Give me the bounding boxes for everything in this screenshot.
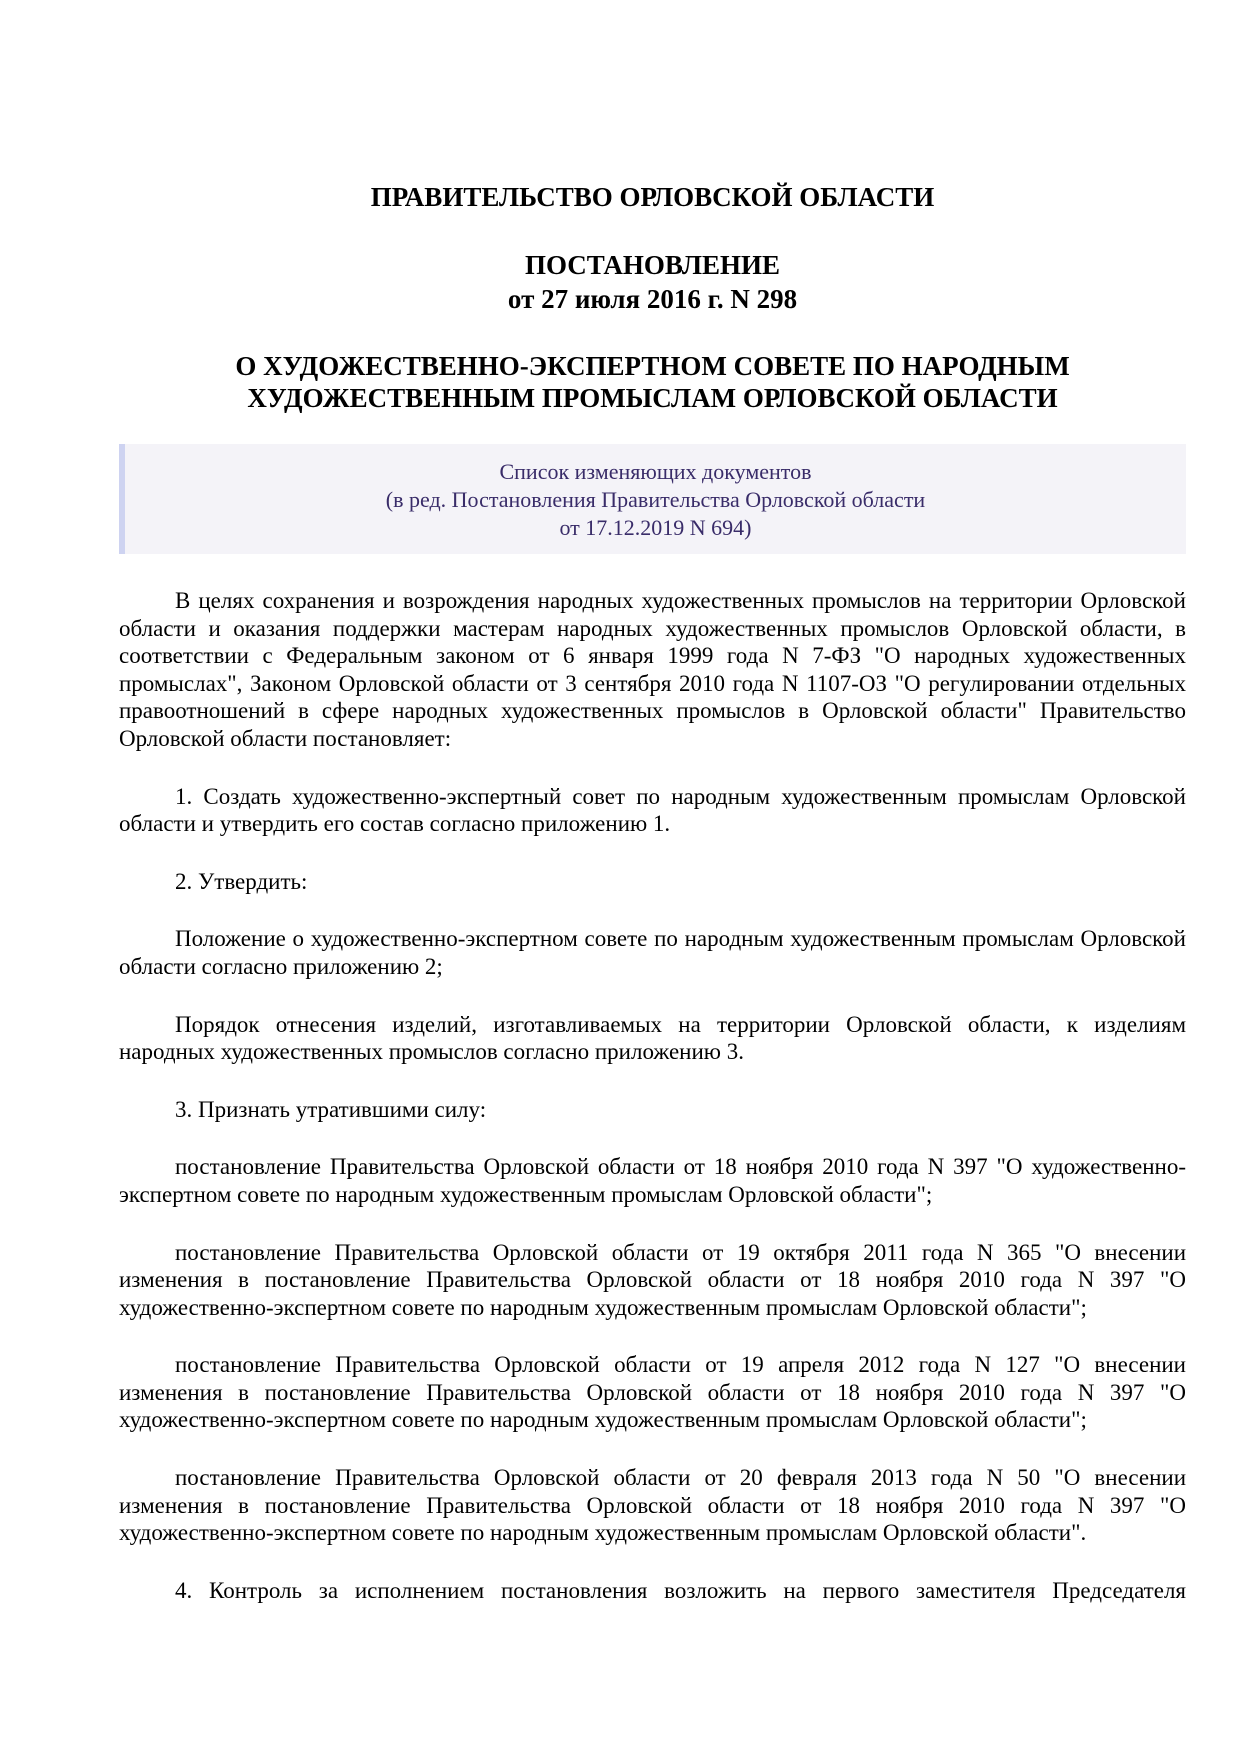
clause-1: 1. Создать художественно-экспертный совет по народным художественным промыслам Орловской области и утвердить его состав согласно приложению 1. — [119, 783, 1186, 837]
clause-3-item: постановление Правительства Орловской области от 20 февраля 2013 года N 50 "О внесении изменения в постановление Правительства Орловской области от 18 ноября 2010 года N 397 "О художественно-экспертном совете по народным художественным промыслам Орловской области". — [119, 1465, 1186, 1546]
amendments-heading: Список изменяющих документов — [499, 459, 812, 484]
document-title-line: О ХУДОЖЕСТВЕННО-ЭКСПЕРТНОМ СОВЕТЕ ПО НАРОДНЫМ — [235, 351, 1070, 381]
doc-type-heading: ПОСТАНОВЛЕНИЕ — [524, 250, 781, 280]
amendments-reference: (в ред. Постановления Правительства Орловской области — [385, 487, 926, 512]
preamble-paragraph: В целях сохранения и возрождения народных художественных промыслов на территории Орловской области и оказания поддержки мастерам народных художественных промыслов Орловской области, в соответствии с Федеральным законом от 6 января 1999 года N 7-ФЗ "О народных художественных промыслах", Законом Орловской области от 3 сентября 2010 года N 1107-ОЗ "О регулировании отдельных правоотношений в сфере народных художественных промыслов в Орловской области" Правительство Орловской области постановляет: — [119, 588, 1186, 751]
doc-date-number: от 27 июля 2016 г. N 298 — [507, 284, 798, 314]
authority-heading: ПРАВИТЕЛЬСТВО ОРЛОВСКОЙ ОБЛАСТИ — [370, 182, 935, 212]
amendments-reference-date: от 17.12.2019 N 694) — [559, 515, 752, 540]
document-title — [119, 350, 1186, 414]
clause-2-item: Положение о художественно-экспертном совете по народным художественным промыслам Орловской области согласно приложению 2; — [119, 926, 1186, 979]
amendments-box — [119, 444, 1186, 554]
clause-4: 4. Контроль за исполнением постановления возложить на первого заместителя Председателя — [175, 1577, 1186, 1603]
document-body — [119, 587, 1186, 1604]
clause-2: 2. Утвердить: — [175, 868, 308, 894]
clause-3: 3. Признать утратившими силу: — [175, 1096, 487, 1122]
clause-3-item: постановление Правительства Орловской области от 19 апреля 2012 года N 127 "О внесении изменения в постановление Правительства Орловской области от 18 ноября 2010 года N 397 "О художественно-экспертном совете по народным художественным промыслам Орловской области"; — [119, 1352, 1186, 1433]
document-title-line: ХУДОЖЕСТВЕННЫМ ПРОМЫСЛАМ ОРЛОВСКОЙ ОБЛАСТИ — [247, 383, 1058, 413]
clause-2-item: Порядок отнесения изделий, изготавливаемых на территории Орловской области, к изделиям народных художественных промыслов согласно приложению 3. — [119, 1011, 1186, 1065]
clause-3-item: постановление Правительства Орловской области от 19 октября 2011 года N 365 "О внесении изменения в постановление Правительства Орловской области от 18 ноября 2010 года N 397 "О художественно-экспертном совете по народным художественным промыслам Орловской области"; — [119, 1239, 1186, 1320]
clause-3-item: постановление Правительства Орловской области от 18 ноября 2010 года N 397 "О художественно-экспертном совете по народным художественным промыслам Орловской области"; — [119, 1154, 1186, 1207]
